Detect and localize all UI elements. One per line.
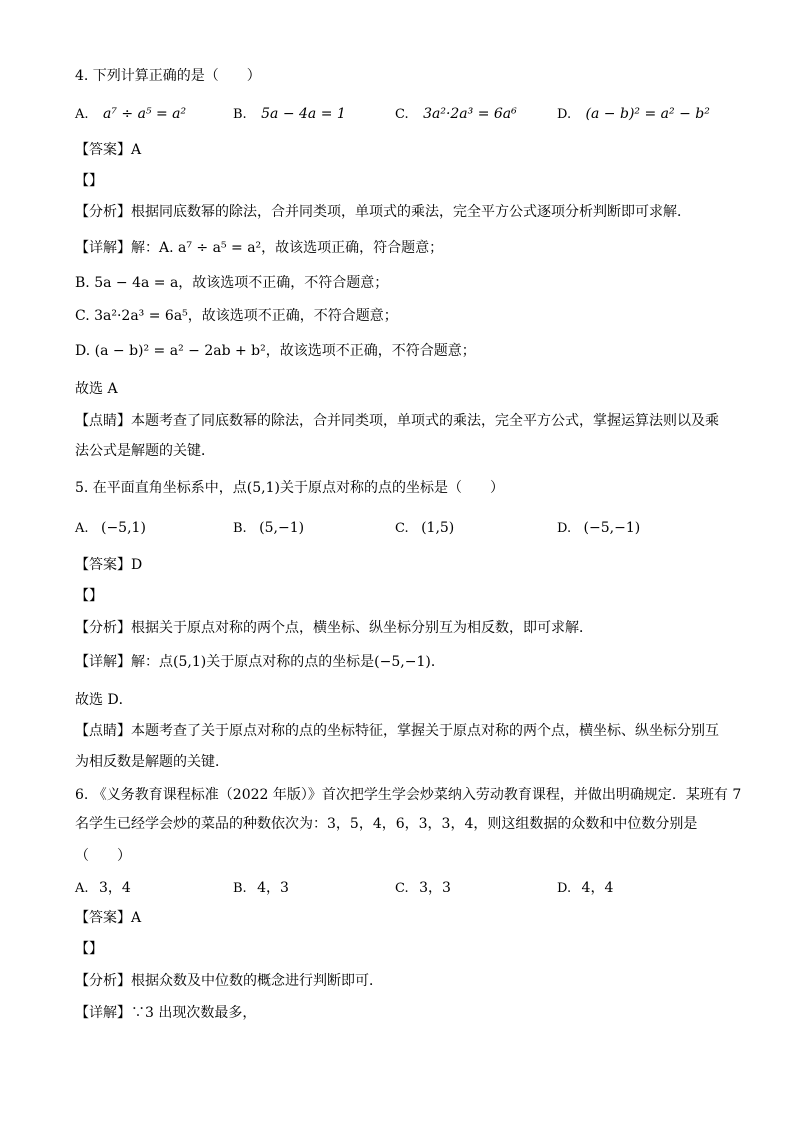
q4-comment-line: 【点睛】本题考查了同底数幂的除法，合并同类项，单项式的乘法，完全平方公式，掌握运算法则以及乘 <box>75 413 719 429</box>
q4-answer: 【答案】A <box>75 142 142 158</box>
q4-option-d-expr: (a − b)² = a² − b² <box>585 106 710 122</box>
q6-empty-tag: 【】 <box>75 941 103 957</box>
q4-option-d <box>557 104 710 125</box>
q6-stem-line: （ ） <box>75 848 131 864</box>
q5-analysis: 【分析】根据关于原点对称的两个点，横坐标、纵坐标分别互为相反数，即可求解． <box>75 620 593 636</box>
q6-option-d <box>557 878 613 899</box>
q6-answer: 【答案】A <box>75 910 142 926</box>
q5-option-c-letter: C. <box>395 521 409 536</box>
q5-option-b-expr: (5,−1) <box>259 520 305 536</box>
q6-option-a-letter: A. <box>75 881 89 896</box>
q4-option-a-letter: A. <box>75 107 89 122</box>
q4-analysis: 【分析】根据同底数幂的除法，合并同类项，单项式的乘法，完全平方公式逐项分析判断即可求解． <box>75 204 691 220</box>
q5-option-a-expr: (−5,1) <box>100 520 146 536</box>
q5-detail-line: 故选 D． <box>75 692 133 708</box>
q4-stem: 4. 下列计算正确的是（ ） <box>75 68 261 84</box>
q4-option-d-letter: D. <box>557 107 572 122</box>
q6-option-c <box>395 878 451 899</box>
q6-option-c-expr: 3，3 <box>419 880 451 896</box>
q5-option-d <box>557 518 640 539</box>
q5-option-c <box>395 518 454 539</box>
q6-option-b-expr: 4，3 <box>257 880 289 896</box>
q4-option-c-letter: C. <box>395 107 409 122</box>
q5-empty-tag: 【】 <box>75 588 103 604</box>
q4-detail-line: 故选 A <box>75 381 118 397</box>
q5-option-d-expr: (−5,−1) <box>583 520 641 536</box>
q6-option-a-expr: 3，4 <box>98 880 131 896</box>
q4-option-c <box>395 104 517 125</box>
q5-comment-line: 为相反数是解题的关键． <box>75 754 229 770</box>
q6-option-b <box>233 878 289 899</box>
q5-option-b <box>233 518 304 539</box>
q4-option-b-expr: 5a − 4a = 1 <box>261 106 346 122</box>
q6-option-d-expr: 4，4 <box>581 880 614 896</box>
q5-detail-line: 【详解】解：点(5,1)关于原点对称的点的坐标是(−5,−1)． <box>75 654 445 670</box>
q6-stem-line: 6. 《义务教育课程标准（2022 年版）》首次把学生学会炒菜纳入劳动教育课程，并做出明确规定．某班有 7 <box>75 787 742 803</box>
q4-detail-line: B. 5a − 4a = a，故该选项不正确，不符合题意； <box>75 275 389 291</box>
q5-stem: 5. 在平面直角坐标系中，点(5,1)关于原点对称的点的坐标是（ ） <box>75 480 504 496</box>
q5-option-a-letter: A. <box>75 521 89 536</box>
q6-option-c-letter: C. <box>395 881 409 896</box>
q5-option-a <box>75 518 146 539</box>
q6-analysis: 【分析】根据众数及中位数的概念进行判断即可． <box>75 973 383 989</box>
q4-detail-line: D. (a − b)² = a² − 2ab + b²，故该选项不正确，不符合题意； <box>75 343 476 359</box>
q4-comment-line: 法公式是解题的关键． <box>75 443 215 459</box>
q4-option-b <box>233 104 346 125</box>
q6-stem-line: 名学生已经学会炒的菜品的种数依次为：3，5，4，6，3，3，4，则这组数据的众数和中位数分别是 <box>75 816 698 832</box>
q4-option-b-letter: B. <box>233 107 247 122</box>
q4-option-a-expr: a⁷ ÷ a⁵ = a² <box>102 106 187 122</box>
q5-answer: 【答案】D <box>75 557 143 573</box>
q5-option-c-expr: (1,5) <box>421 520 455 536</box>
q4-empty-tag: 【】 <box>75 173 103 189</box>
q4-detail-line: 【详解】解：A. a⁷ ÷ a⁵ = a²，故该选项正确，符合题意； <box>75 240 444 256</box>
q4-option-c-expr: 3a²·2a³ = 6a⁶ <box>423 106 517 122</box>
q6-option-a <box>75 878 131 899</box>
q5-comment-line: 【点睛】本题考查了关于原点对称的点的坐标特征，掌握关于原点对称的两个点，横坐标、纵坐标分别互 <box>75 723 719 739</box>
q4-option-a <box>75 104 186 125</box>
q6-option-d-letter: D. <box>557 881 572 896</box>
q5-option-b-letter: B. <box>233 521 247 536</box>
q5-option-d-letter: D. <box>557 521 572 536</box>
q6-option-b-letter: B. <box>233 881 247 896</box>
q4-detail-line: C. 3a²·2a³ = 6a⁵，故该选项不正确，不符合题意； <box>75 308 398 324</box>
q6-detail-line: 【详解】∵3 出现次数最多， <box>75 1005 257 1021</box>
